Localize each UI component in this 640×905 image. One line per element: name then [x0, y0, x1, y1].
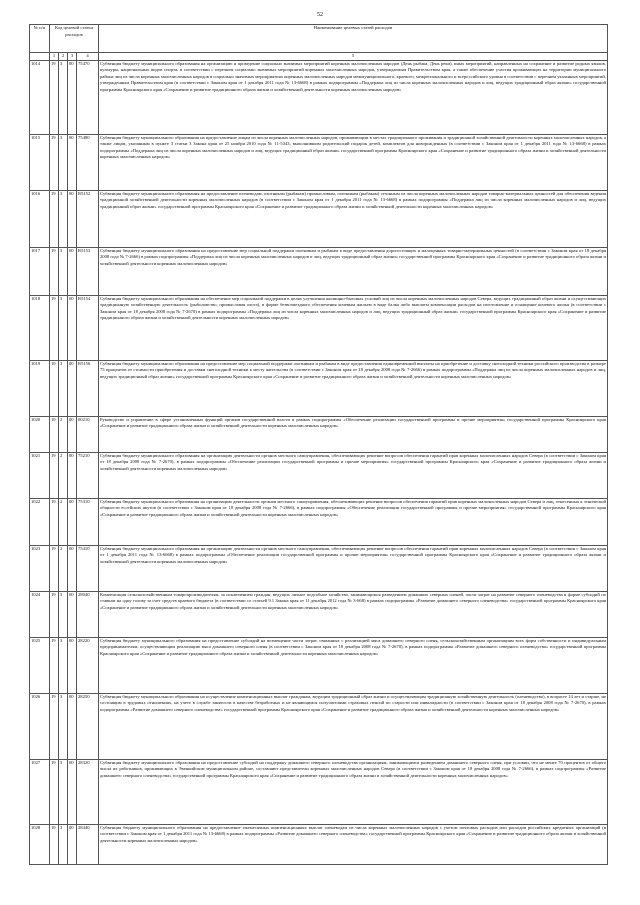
code-part-3: 00 [68, 591, 77, 637]
article-name: Субвенция бюджету муниципального образования на предоставление лицам из числа коренных малочисленных народов, проживающим в местах традиционного проживания и традиционной хозяйственной деятельности коренных малочисленных народов, а также лицам, указанным в пункте 3 статьи 3 Закона края от 25 ноября 2010 года № 11-5343, выполнившим родительский подарок детей, комплектов для новорожденных (в соответствии с Законом края от 1 декабря 2011 года № 13-6668) в рамках подпрограммы «Поддержка лиц из числа коренных малочисленных народов и лиц, ведущих традиционный образ жизни» государственной программы Красноярского края «Сохранение и развитие традиционного образа жизни и хозяйственной деятельности коренных малочисленных народов» [99, 134, 608, 190]
code-part-3: 00 [68, 452, 77, 498]
article-name: Субвенция бюджету муниципального образования на организацию и проведение социально значимых мероприятий коренных малочисленных народов (День рыбака, День реки), иных мероприятий, направленных на сохранение и развитие родных языков, культуры, национальных видов спорта, в соответствии с перечнем социально значимых мероприятий коренных малочисленных народов, утверждаемым Правительством края, а также обеспечение участия проживающих на территории муниципального района лиц из числа коренных малочисленных народов в социально значимых мероприятиях коренных малочисленных народов межмуниципального, краевого, межрегионального и всероссийского уровня в соответствии с перечнем указанных мероприятий, утвержденным Правительством края (в соответствии с Законом края от 1 декабря 2011 года № 13-6668) в рамках подпрограммы «Поддержка лиц из числа коренных малочисленных народов и лиц, ведущих традиционный образ жизни» государственной программы Красноярского края «Сохранение и развитие традиционного образа жизни и хозяйственной деятельности коренных малочисленных народов» [99, 60, 608, 134]
table-header-row [30, 25, 608, 53]
row-number: 1024 [30, 591, 50, 637]
code-part-1: 19 [50, 60, 59, 134]
code-part-1: 19 [50, 545, 59, 591]
article-name: Компенсация сельскохозяйственным товаропроизводителям, за исключением граждан, ведущих личное подсобное хозяйство, занимающимся разведением домашних северных оленей, части затрат на развитие северного оленеводства в форме субсидий по ставкам на одну голову за счет средств краевого бюджета (в соответствии со статьей 9.1 Закона края от 11 декабря 2012 года № 3-668) в рамках подпрограммы «Развитие домашнего северного оленеводства» государственной программы Красноярского края «Сохранение и развитие традиционного образа жизни и хозяйственной деятельности коренных малочисленных народов» [99, 591, 608, 637]
code-part-2: 3 [59, 190, 68, 247]
code-part-1: 19 [50, 591, 59, 637]
article-name: Субвенция бюджету муниципального образования на предоставление субсидий на возмещение части затрат, связанных с реализацией мяса домашнего северного оленя, сельскохозяйственным организациям всех форм собственности и индивидуальным предпринимателям, осуществляющим реализацию мяса домашнего северного оленя (в соответствии с Законом края от 18 декабря 2008 года № 7-2670), в рамках подпрограммы «Развитие домашнего северного оленеводства» государственной программы Красноярского края «Сохранение и развитие традиционного образа жизни и хозяйственной деятельности коренных малочисленных народов» [99, 637, 608, 693]
column-number [30, 53, 50, 61]
code-part-3: 00 [68, 60, 77, 134]
row-number: 1019 [30, 360, 50, 416]
code-part-4: 75310 [77, 498, 99, 545]
row-number: 1023 [30, 545, 50, 591]
column-numbers-row [30, 53, 608, 61]
row-number: 1025 [30, 637, 50, 693]
code-part-1: 19 [50, 637, 59, 693]
code-part-2: 3 [59, 60, 68, 134]
code-part-2: 3 [59, 591, 68, 637]
row-number: 1020 [30, 416, 50, 452]
code-part-4: R5152 [77, 190, 99, 247]
table-row [30, 693, 608, 759]
code-part-4: 75410 [77, 545, 99, 591]
table-row [30, 416, 608, 452]
code-part-4: 75470 [77, 60, 99, 134]
article-name: Субвенция бюджету муниципального образования на осуществление компенсационных выплат гражданам, ведущим традиционный образ жизни и осуществляющим традиционную хозяйственную деятельность (оленеводство), в возрасте 14 лет и старше, не состоящим в трудовых отношениях, на учете в службе занятости в качестве безработных и не являющимся получателями страховых пенсий по старости или инвалидности (в соответствии с Законом края от 18 декабря 2008 года № 7-2670), в рамках подпрограммы «Развитие домашнего северного оленеводства» государственной программы Красноярского края «Сохранение и развитие традиционного образа жизни и хозяйственной деятельности коренных малочисленных народов» [99, 693, 608, 759]
header-name: Наименование целевых статей расходов [99, 25, 608, 53]
code-part-4: R5153 [77, 247, 99, 295]
row-number: 1027 [30, 759, 50, 824]
code-part-2: 3 [59, 247, 68, 295]
code-part-2: 3 [59, 134, 68, 190]
row-number: 1022 [30, 498, 50, 545]
code-part-1: 19 [50, 759, 59, 824]
code-part-1: 19 [50, 452, 59, 498]
code-part-2: 3 [59, 360, 68, 416]
code-part-4: 28320 [77, 759, 99, 824]
code-part-4: 28250 [77, 693, 99, 759]
column-number: 2 [59, 53, 68, 61]
column-number: 1 [50, 53, 59, 61]
code-part-4: 28440 [77, 824, 99, 864]
code-part-3: 00 [68, 134, 77, 190]
code-part-3: 00 [68, 759, 77, 824]
table-row [30, 134, 608, 190]
code-part-3: 00 [68, 498, 77, 545]
table-row [30, 247, 608, 295]
table-row [30, 60, 608, 134]
code-part-3: 00 [68, 637, 77, 693]
code-part-2: 3 [59, 824, 68, 864]
table-row [30, 637, 608, 693]
row-number: 1016 [30, 190, 50, 247]
code-part-2: 3 [59, 693, 68, 759]
code-part-1: 19 [50, 360, 59, 416]
code-part-3: 00 [68, 247, 77, 295]
article-name: Субвенция бюджету муниципального образования на предоставление субсидий на поддержку домашнего северного оленеводства организациям, занимающимся разведением домашнего северного оленя, при условии, что не менее 70 процентов от общего числа их работников, проживающих в Эвенкийском муниципальном районе, составляют представители коренных малочисленных народов Севера (в соответствии с Законом края от 18 декабря 2008 года № 7-2666), в рамках подпрограммы «Развитие домашнего северного оленеводства» государственной программы Красноярского края «Сохранение и развитие традиционного образа жизни и хозяйственной деятельности коренных малочисленных народов» [99, 759, 608, 824]
table-row [30, 452, 608, 498]
code-part-4: 28220 [77, 637, 99, 693]
code-part-3: 00 [68, 416, 77, 452]
article-name: Субвенция бюджету муниципального образования на предоставление мер социальной поддержки охотникам и рыбакам в виде предоставления единовременной выплаты на приобретение и доставку снегоходной техники российского производства в размере 75 процентов от стоимости приобретения и доставки снегоходной техники к месту жительства (в соответствии с Законом края от 18 декабря 2008 года № 7-2666) в рамках подпрограммы «Поддержка лиц из числа коренных малочисленных народов и лиц, ведущих традиционный образ жизни» государственной программы Красноярского края «Сохранение и развитие традиционного образа жизни и хозяйственной деятельности коренных малочисленных народов» [99, 360, 608, 416]
article-name: Субвенция бюджету муниципального образования на предоставление мер социальной поддержки охотникам и рыбакам в виде предоставления дорогостоящих и малоценных товарно-материальных ценностей (в соответствии с Законом края от 18 декабря 2008 года № 7-2666) в рамках подпрограммы «Поддержка лиц из числа коренных малочисленных народов и лиц, ведущих традиционный образ жизни» государственной программы Красноярского края «Сохранение и развитие традиционного образа жизни и хозяйственной деятельности коренных малочисленных народов» [99, 247, 608, 295]
code-part-4: 00210 [77, 416, 99, 452]
article-name: Субвенция бюджету муниципального образования на предоставление ежемесячных компенсационных выплат оленеводам из числа коренных малочисленных народов с учетом почтовых расходов или расходов российских кредитных организаций (в соответствии с Законом края от 1 декабря 2011 года № 13-6668) в рамках подпрограммы «Развитие домашнего северного оленеводства» государственной программы Красноярского края «Сохранение и развитие традиционного образа жизни и хозяйственной деятельности коренных малочисленных народов» [99, 824, 608, 864]
code-part-1: 19 [50, 247, 59, 295]
table-row [30, 295, 608, 360]
column-number: 4 [77, 53, 99, 61]
code-part-2: 2 [59, 545, 68, 591]
row-number: 1018 [30, 295, 50, 360]
code-part-1: 19 [50, 824, 59, 864]
code-part-2: 3 [59, 759, 68, 824]
table-row [30, 498, 608, 545]
code-part-2: 2 [59, 452, 68, 498]
row-number: 1026 [30, 693, 50, 759]
code-part-1: 19 [50, 693, 59, 759]
code-part-3: 00 [68, 693, 77, 759]
article-name: Субвенция бюджету муниципального образования на обеспечение мер социальной поддержки в целях улучшения жилищно-бытовых условий лиц из числа коренных малочисленных народов Севера, ведущих традиционный образ жизни и осуществляющих традиционную хозяйственную деятельность (рыболовство, промысловая охота), в форме безвозмездного обеспечения кочевым жильем в виде балка либо выплаты компенсации расходов на изготовление и оснащение кочевого жилья (в соответствии с Законом края от 18 декабря 2008 года № 7-2670) в рамках подпрограммы «Поддержка лиц из числа коренных малочисленных народов и лиц, ведущих традиционный образ жизни» государственной программы Красноярского края «Сохранение и развитие традиционного образа жизни и хозяйственной деятельности коренных малочисленных народов» [99, 295, 608, 360]
code-part-4: R5154 [77, 295, 99, 360]
code-part-1: 19 [50, 134, 59, 190]
code-part-3: 00 [68, 824, 77, 864]
row-number: 1028 [30, 824, 50, 864]
code-part-3: 00 [68, 360, 77, 416]
code-part-2: 3 [59, 637, 68, 693]
article-name: Субвенция бюджету муниципального образования на организацию деятельности органов местного самоуправления, обеспечивающих решение вопросов обеспечения гарантий прав коренных малочисленных народов Севера (в соответствии с Законом края от 1 декабря 2011 года № 13-6668) в рамках подпрограммы «Обеспечение реализации государственной программы и прочие мероприятия» государственной программы Красноярского края «Сохранение и развитие традиционного образа жизни и хозяйственной деятельности коренных малочисленных народов» [99, 545, 608, 591]
code-part-4: 75210 [77, 452, 99, 498]
code-part-3: 00 [68, 190, 77, 247]
code-part-1: 19 [50, 416, 59, 452]
code-part-4: 28040 [77, 591, 99, 637]
article-name: Субвенция бюджету муниципального образования на предоставление оленеводам, охотникам (рыбакам) промысловым, охотникам (рыбакам) сезонным из числа коренных малочисленных народов товарно-материальных ценностей для обеспечения ведения традиционной хозяйственной деятельности коренных малочисленных народов (в соответствии с Законом края от 1 декабря 2011 года № 13-6668) в рамках подпрограммы «Поддержка лиц из числа коренных малочисленных народов и лиц, ведущих традиционный образ жизни» государственной программы Красноярского края «Сохранение и развитие традиционного образа жизни и хозяйственной деятельности коренных малочисленных народов» [99, 190, 608, 247]
code-part-1: 19 [50, 295, 59, 360]
column-number: 3 [68, 53, 77, 61]
table-body [30, 60, 608, 864]
code-part-1: 19 [50, 190, 59, 247]
page-number: 52 [317, 12, 323, 18]
table-row [30, 759, 608, 824]
table-row [30, 545, 608, 591]
code-part-2: 3 [59, 295, 68, 360]
article-name: Субвенция бюджету муниципального образования на организацию деятельности органов местного самоуправления, обеспечивающих решение вопросов обеспечения гарантий прав коренных малочисленных народов Севера (в соответствии с Законом края от 18 декабря 2008 года № 7-2670), в рамках подпрограммы «Обеспечение реализации государственной программы и прочие мероприятия» государственной программы Красноярского края «Сохранение и развитие традиционного образа жизни и хозяйственной деятельности коренных малочисленных народов» [99, 452, 608, 498]
row-number: 1014 [30, 60, 50, 134]
code-part-3: 00 [68, 295, 77, 360]
target-articles-table [29, 24, 608, 865]
code-part-4: 75480 [77, 134, 99, 190]
table-row [30, 360, 608, 416]
code-part-4: R5156 [77, 360, 99, 416]
article-name: Руководство и управление в сфере установленных функций органов государственной власти в рамках подпрограммы «Обеспечение реализации государственной программы и прочие мероприятия» государственной программы Красноярского края «Сохранение и развитие традиционного образа жизни и хозяйственной деятельности коренных малочисленных народов» [99, 416, 608, 452]
column-number: 5 [99, 53, 608, 61]
row-number: 1015 [30, 134, 50, 190]
code-part-3: 00 [68, 545, 77, 591]
code-part-2: 2 [59, 416, 68, 452]
table-row [30, 591, 608, 637]
code-part-2: 2 [59, 498, 68, 545]
article-name: Субвенция бюджету муниципального образования на организацию деятельности органов местного самоуправления, обеспечивающих решение вопросов обеспечения гарантий прав коренных малочисленных народов Севера и лиц, отнесенных к этнической общности ессейских якутов (в соответствии с Законом края от 18 декабря 2008 года № 7-2666), в рамках подпрограммы «Обеспечение реализации государственной программы и прочие мероприятия» государственной программы Красноярского края «Сохранение и развитие традиционного образа жизни и хозяйственной деятельности коренных малочисленных народов» [99, 498, 608, 545]
table-row [30, 824, 608, 864]
header-number: № п/п [30, 25, 50, 53]
row-number: 1021 [30, 452, 50, 498]
code-part-1: 19 [50, 498, 59, 545]
row-number: 1017 [30, 247, 50, 295]
header-code: Код целевой статьи расходов [50, 25, 99, 53]
table-row [30, 190, 608, 247]
